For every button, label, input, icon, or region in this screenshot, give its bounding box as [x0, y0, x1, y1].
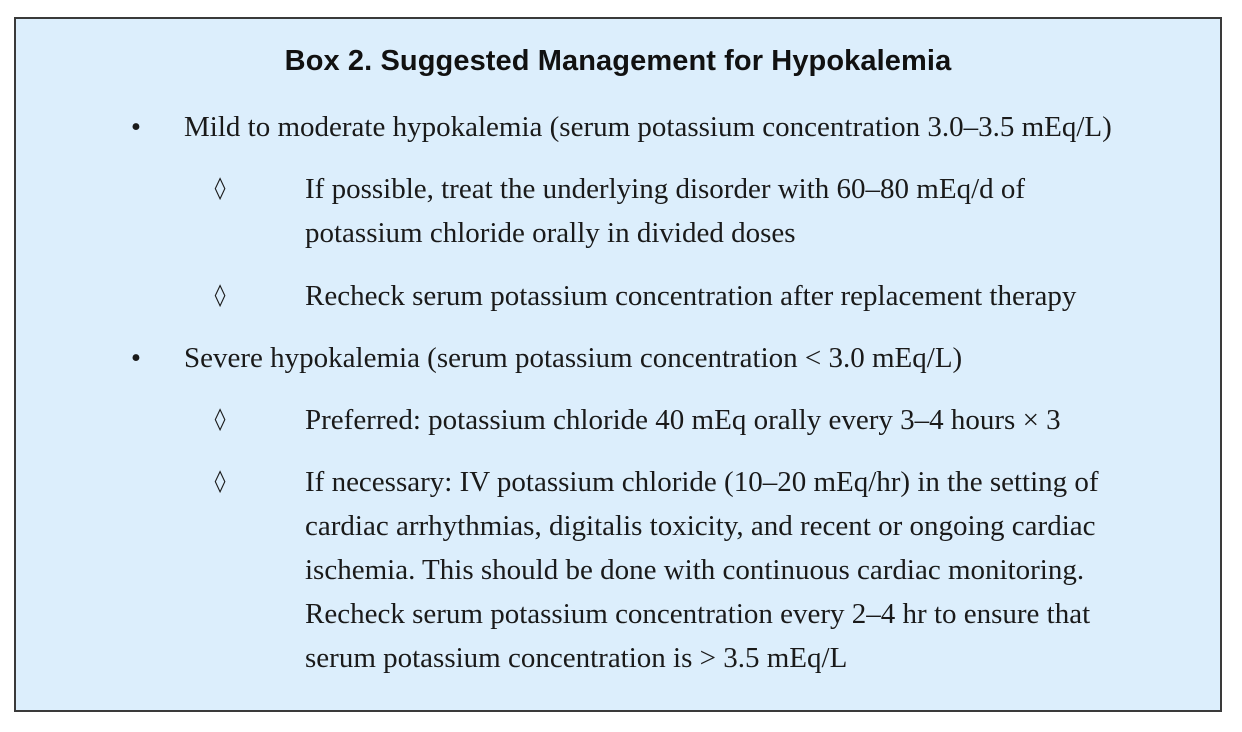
- management-box: [14, 17, 1222, 712]
- box-title: Box 2. Suggested Management for Hypokalemia: [284, 45, 952, 77]
- subitem-line: potassium chloride orally in divided doses: [305, 217, 796, 249]
- subitem-line: Preferred: potassium chloride 40 mEq orally every 3–4 hours × 3: [305, 404, 1061, 436]
- bullet-severe: [16, 336, 1220, 380]
- subitem-preferred: [16, 398, 1220, 442]
- diamond-marker: ◊: [214, 407, 226, 432]
- subitem-line: Recheck serum potassium concentration every 2–4 hr to ensure that: [305, 598, 1091, 630]
- subitem-line: serum potassium concentration is > 3.5 mEq/L: [305, 642, 848, 674]
- subitem-line: Recheck serum potassium concentration after replacement therapy: [305, 280, 1077, 312]
- diamond-marker: ◊: [214, 283, 226, 308]
- subitem-line: ischemia. This should be done with continuous cardiac monitoring.: [305, 554, 1085, 586]
- subitem-text: [305, 167, 1205, 255]
- subitem-text: [305, 460, 1205, 680]
- subitem-line: cardiac arrhythmias, digitalis toxicity, and recent or ongoing cardiac: [305, 510, 1096, 542]
- bullet-text: Severe hypokalemia (serum potassium concentration < 3.0 mEq/L): [184, 342, 963, 374]
- subitem-line: If necessary: IV potassium chloride (10–20 mEq/hr) in the setting of: [305, 466, 1099, 498]
- bullet-text: Mild to moderate hypokalemia (serum potassium concentration 3.0–3.5 mEq/L): [184, 111, 1112, 143]
- subitem-text: [305, 398, 1205, 442]
- subitem-recheck: [16, 274, 1220, 318]
- subitem-treat-underlying: [16, 167, 1220, 255]
- subitem-if-necessary: [16, 460, 1220, 680]
- diamond-marker: ◊: [214, 176, 226, 201]
- bullet-mild-moderate: [16, 105, 1220, 149]
- diamond-marker: ◊: [214, 469, 226, 494]
- subitem-text: [305, 274, 1205, 318]
- bullet-marker: •: [130, 342, 142, 374]
- subitem-line: If possible, treat the underlying disorder with 60–80 mEq/d of: [305, 173, 1026, 205]
- bullet-marker: •: [130, 111, 142, 143]
